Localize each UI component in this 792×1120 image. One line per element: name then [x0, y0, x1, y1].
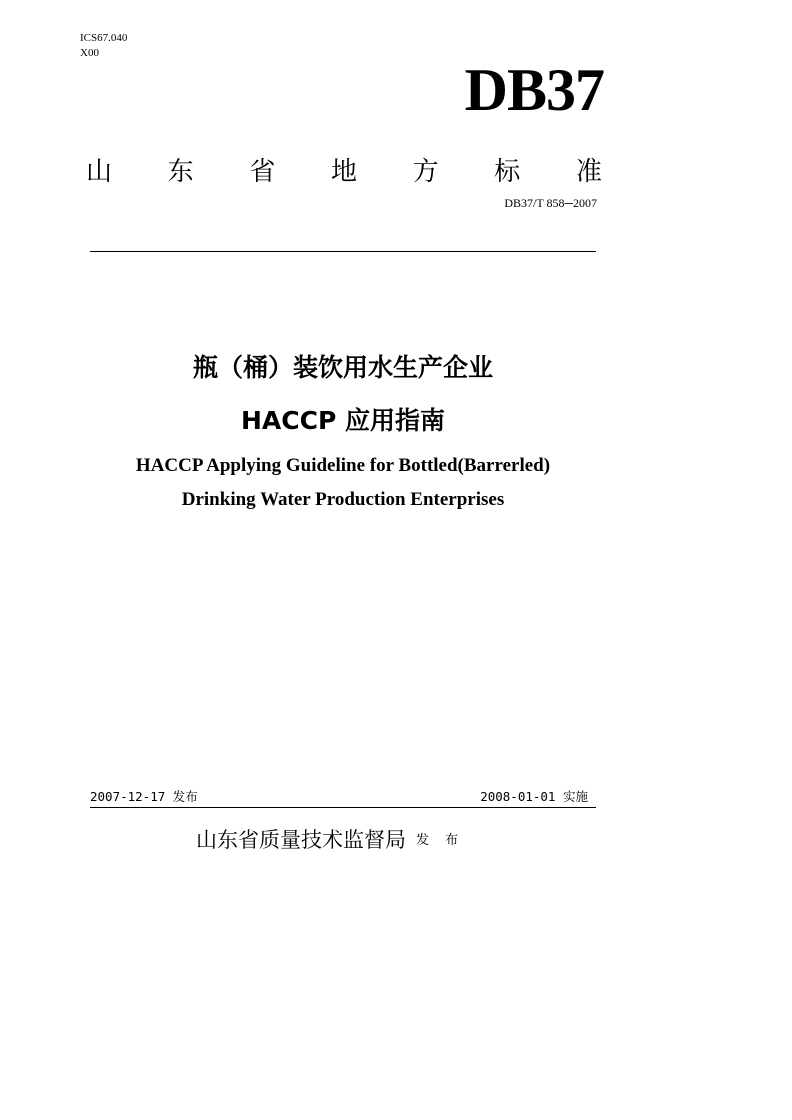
provincial-char: 东 — [167, 157, 194, 187]
provincial-char: 标 — [494, 157, 521, 187]
ics-code: ICS67.040 — [80, 32, 128, 44]
provincial-char: 方 — [412, 157, 439, 187]
issue-date: 2007-12-17 发布 — [90, 789, 198, 804]
title-en-line1: HACCP Applying Guideline for Bottled(Barrerled) — [135, 455, 551, 476]
standard-code: DB37/T 858─2007 — [504, 196, 597, 210]
date-bar — [90, 787, 596, 808]
implement-date: 2008-01-01 实施 — [480, 789, 588, 804]
publisher — [196, 825, 464, 856]
provincial-char: 地 — [330, 157, 357, 187]
publisher-action: 发 布 — [416, 833, 465, 848]
provincial-char: 省 — [249, 157, 276, 187]
header-divider — [90, 251, 596, 252]
provincial-char: 准 — [575, 157, 602, 187]
publisher-name: 山东省质量技术监督局 — [196, 828, 406, 852]
category-code: X00 — [80, 47, 99, 59]
title-cn-line1: 瓶（桶）装饮用水生产企业 — [192, 353, 493, 382]
standard-mark: DB37 — [464, 57, 604, 123]
title-en-line2: Drinking Water Production Enterprises — [181, 489, 505, 510]
provincial-char: 山 — [86, 157, 113, 187]
provincial-standard-heading — [86, 154, 602, 190]
title-cn-line2: HACCP 应用指南 — [241, 406, 445, 435]
ics-block — [80, 31, 127, 61]
